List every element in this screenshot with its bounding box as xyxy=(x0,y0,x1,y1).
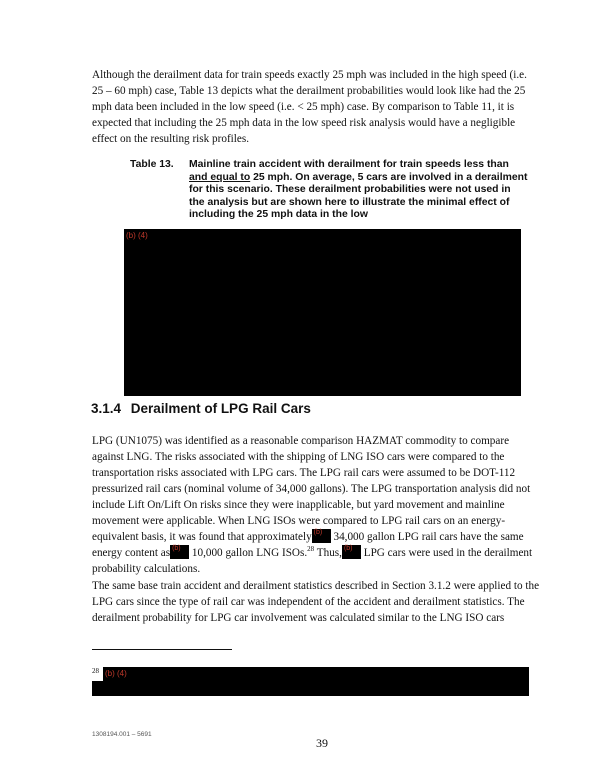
lpg-paragraph xyxy=(92,433,542,577)
inline-redaction-label: (b) xyxy=(313,529,323,536)
redaction-label: (b) (4) xyxy=(105,669,127,678)
section-number: 3.1.4 xyxy=(91,401,122,416)
redaction-label: (b) (4) xyxy=(126,231,148,240)
section-title: Derailment of LPG Rail Cars xyxy=(130,401,311,416)
lpg-text-5: LPG cars were used in the derailment probability calculations. xyxy=(92,547,533,575)
redacted-footnote-continued xyxy=(92,681,529,696)
inline-redaction-label: (b) xyxy=(343,545,353,552)
section-heading xyxy=(91,401,311,416)
caption-text-after: 25 mph. On average, 5 cars are involved in a derailment for this scenario. These derailment probabilities were not used in the analysis but are shown here to illustrate the minimal effect of including the 25 mph data in the low xyxy=(189,171,528,221)
lpg-text-3: 10,000 gallon LNG ISOs. xyxy=(189,547,308,559)
footnote-divider xyxy=(92,649,232,650)
derailment-paragraph: The same base train accident and derailment statistics described in Section 3.1.2 were applied to the LPG cars since the type of rail car was independent of the accident and derailment statistics. The derailment probability for LPG car involvement was calculated similar to the LNG ISO cars xyxy=(92,580,540,624)
table-caption-text xyxy=(189,159,529,222)
inline-redaction xyxy=(312,529,331,543)
page-number: 39 xyxy=(316,736,328,750)
footnote-number: 28 xyxy=(92,667,99,675)
redacted-table xyxy=(124,229,521,396)
caption-text-before: Mainline train accident with derailment for train speeds less than xyxy=(189,159,509,170)
inline-redaction-label: (b) xyxy=(172,545,181,552)
intro-paragraph: Although the derailment data for train speeds exactly 25 mph was included in the high speed (i.e. 25 – 60 mph) case, Table 13 depicts what the derailment probabilities would look like had the 25 mph data been included in the low speed (i.e. < 25 mph) case. By comparison to Table 11, it is expected that including the 25 mph data in the low speed risk analysis would have a negligible effect on the resulting risk profiles. xyxy=(92,69,527,145)
caption-underlined-text: and equal to xyxy=(189,171,251,183)
table-caption-label: Table 13. xyxy=(130,159,174,170)
document-id: 1308194.001 – 5691 xyxy=(92,731,152,738)
lpg-text-2: 34,000 gallon LPG rail cars have the same energy content as xyxy=(92,531,524,559)
lpg-text-1: LPG (UN1075) was identified as a reasonable comparison HAZMAT commodity to compare against LNG. The risks associated with the shipping of LNG ISO cars were compared to the transportation risks associated with LPG cars. The LPG rail cars were assumed to be DOT-112 pressurized rail cars (nominal volume of 34,000 gallons). The LPG transportation analysis did not include Lift On/Lift On risks since they were inapplicable, but yard movement and mainline movement were applicable. When LNG ISOs were compared to LPG rail cars on an energy-equivalent basis, it was found that approximately xyxy=(92,435,531,543)
inline-redaction xyxy=(170,545,189,559)
redacted-footnote xyxy=(103,667,529,681)
inline-redaction xyxy=(342,545,361,559)
footnote-reference: 28 xyxy=(307,545,315,553)
lpg-text-4: Thus, xyxy=(314,547,342,559)
